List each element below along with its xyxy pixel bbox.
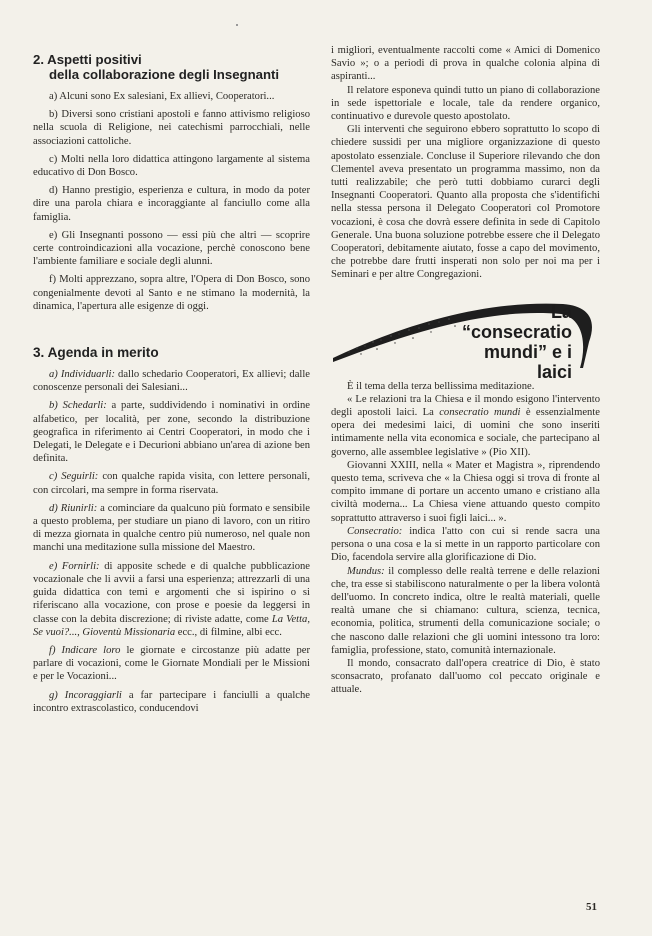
right-paragraph-8 bbox=[331, 565, 600, 657]
section2-title-line1: 2. Aspetti positivi bbox=[33, 52, 142, 67]
right-paragraph-4: È il tema della terza bellissima meditazione. bbox=[347, 380, 535, 392]
right-paragraph-5 bbox=[331, 393, 600, 459]
section3-item-d bbox=[33, 502, 310, 555]
section3-item-e bbox=[33, 560, 310, 639]
section2-item-a: a) Alcuni sono Ex salesiani, Ex allievi, Cooperatori... bbox=[49, 91, 275, 102]
section2-item-c: c) Molti nella loro didattica attingono largamente al sistema educativo di Don Bosco. bbox=[33, 153, 310, 179]
section3-item-g-text: a far partecipare i fanciulli a qualche incontro extrascolastico, conducendovi bbox=[33, 689, 310, 714]
right-paragraph-6: Giovanni XXIII, nella « Mater et Magistra », riprendendo questo tema, scriveva che « la Chiesa oggi si trova di fronte al compito immane di portare un accento umano e cristiano alla civiltà moderna... La Chiesa viene attuando questo compito soprattutto attraverso i suoi figli laici... ». bbox=[331, 459, 600, 524]
section-banner bbox=[331, 286, 600, 382]
section2-item-d: d) Hanno prestigio, esperienza e cultura, in modo da poter dire una parola chiara e incoraggiante al fanciullo come alla famiglia. bbox=[33, 185, 310, 223]
section3-item-a-label: a) Individuarli: bbox=[49, 369, 115, 381]
right-paragraph-1: i migliori, eventualmente raccolti come « Amici di Domenico Savio »; o a periodi di prova in qualche colonia alpina di aspiranti... bbox=[331, 45, 600, 83]
right-paragraph-7 bbox=[331, 525, 600, 565]
section3-item-a-text: dallo schedario Cooperatori, Ex allievi; dalle conoscenze personali dei Salesiani... bbox=[33, 369, 310, 394]
section2-item-f: f) Molti apprezzano, sopra altre, l'Opera di Don Bosco, sono congenialmente devoti al Santo e ne stimano la modernità, la dinamica, l'apertura alle esigenze di oggi. bbox=[33, 274, 310, 312]
section3-item-c-label: c) Seguirli: bbox=[49, 471, 99, 483]
section-spacer bbox=[33, 313, 310, 345]
right-paragraph-3: Gli interventi che seguirono ebbero soprattutto lo scopo di chiedere sussidi per una migliore organizzazione di questo apostolato essenziale. Concluse il Superiore rilevando che don Clementel aveva presentato un programma massimo, non da tutti realizzabile; che però tutti dobbiamo curarci degli Insegnanti Cooperatori. Quanto alla proposta che s'identifichi nella stessa persona il Delegato Cooperatori col Promotore vocazioni, è cosa che dovrà essere definita in sede di Capitolo Generale. Una buona soluzione potrebbe essere che il Delegato Cooperatori, debitamente aiutato, fosse a capo del movimento, che potrebbe dare frutti insperati non solo per noi ma per i Seminari e per altre Congregazioni. bbox=[331, 124, 600, 281]
right-paragraph-9: Il mondo, consacrato dall'opera creatrice di Dio, è stato sconsacrato, profanato dall'uomo col peccato originale e attuale. bbox=[331, 657, 600, 696]
section3-item-d-label: d) Riunirli: bbox=[49, 502, 98, 514]
section3-item-b bbox=[33, 399, 310, 465]
right-paragraph-5-italic: consecratio mundi bbox=[439, 407, 521, 419]
section3-item-e-journals: La Vetta, Se vuoi?..., Gioventù Missionaria bbox=[33, 613, 311, 638]
section3-item-f-text: le giornate e circostanze più adatte per parlare di vocazioni, come le Giornate Mondiali per le Missioni e per le Vocazioni... bbox=[33, 644, 310, 683]
section3-item-g-label: g) Incoraggiarli bbox=[49, 689, 122, 701]
section3-item-e-label: e) Fornirli: bbox=[49, 560, 100, 572]
section3-item-b-text: a parte, suddividendo i nominativi in ordine alfabetico, per località, per zone, secondo la distribuzione geografica in riferimento ai Centri Cooperatori, in modo che i Delegati, le Delegate e i Decurioni abbiano un'area di azione ben definita. bbox=[33, 400, 310, 465]
section3-item-d-text: a cominciare da qualcuno più formato e sensibile a questo problema, per studiare un piano di lavoro, con un ritiro di mezza giornata in qualche centro più numeroso, nel quale non manchi una meditazione sulla missione del Maestro. bbox=[33, 502, 310, 554]
right-paragraph-8-label: Mundus: bbox=[347, 565, 385, 577]
right-paragraph-8-text: il complesso delle realtà terrene e delle relazioni che, tra esse si stabiliscono naturalmente o per la libera volontà dell'uomo. In concreto indica, oltre le realtà materiali, quelle realtà umane che si chiamano: cultura, scienza, tecnica, economia, politica, strumenti della comunicazione sociale; o che nascono dalle relazioni che gli uomini intessono tra loro: famiglia, professione, stato, comunità internazionale. bbox=[331, 565, 600, 656]
section2-title-line2: della collaborazione degli Insegnanti bbox=[49, 67, 280, 82]
section3-item-a bbox=[33, 368, 310, 394]
page-number: 51 bbox=[586, 901, 597, 913]
section2-item-b: b) Diversi sono cristiani apostoli e fanno attivismo religioso nella scuola di Religione, nei catechismi parrocchiali, nelle associazioni cattoliche. bbox=[33, 109, 310, 147]
section3-item-g bbox=[33, 689, 310, 715]
right-paragraph-5a: « Le relazioni tra la Chiesa e il mondo esigono l'intervento degli apostoli laici. La bbox=[331, 393, 600, 419]
right-paragraph-7-text: indica l'atto con cui si rende sacra una persona o una cosa e la si mette in un rapporto particolare con Dio, facendola servire alla glorificazione di Dio. bbox=[331, 525, 600, 564]
right-paragraph-5b: è essenzialmente opera dei medesimi laici, di uomini che sono inseriti intimamente nella vita economica e sociale, che partecipano al governo, alle assemblee legislative » (Pio XII). bbox=[331, 407, 600, 458]
banner-title: La “consecratio mundi” e i laici bbox=[462, 301, 573, 382]
print-speck bbox=[236, 24, 238, 26]
right-column bbox=[331, 44, 600, 697]
section3-title: 3. Agenda in merito bbox=[33, 345, 159, 361]
section3-item-c-text: con qualche rapida visita, con lettere personali, con circolari, ma sempre in forma riservata. bbox=[33, 471, 310, 496]
section3-item-f-label: f) Indicare loro bbox=[49, 644, 121, 656]
right-paragraph-2: Il relatore esponeva quindi tutto un piano di collaborazione in sede ispettoriale e locale, tale da rendere organico, continuativo e durevole questo apostolato. bbox=[331, 84, 600, 123]
section3-item-e-text2: ecc., di filmine, albi ecc. bbox=[175, 626, 282, 638]
section3-item-b-label: b) Schedarli: bbox=[49, 400, 107, 412]
right-paragraph-7-label: Consecratio: bbox=[347, 525, 403, 537]
left-column bbox=[33, 40, 310, 715]
section3-item-e-text1: di apposite schede e di qualche pubblicazione vocazionale che li avvii a farsi una esperienza; attrezzarli di una guida didattica con temi e argomenti che si ispirino o si riferiscano alla vocazione, con prose e poesie da leggersi in classe con la debita discrezione; di riviste adatte, come bbox=[33, 560, 310, 625]
section3-item-f bbox=[33, 644, 310, 684]
section2-item-e: e) Gli Insegnanti possono — essi più che altri — scoprire certe controindicazioni alla vocazione, perchè conoscono bene l'ambiente familiare e sociale degli alunni. bbox=[33, 229, 310, 268]
section3-item-c bbox=[33, 470, 310, 496]
